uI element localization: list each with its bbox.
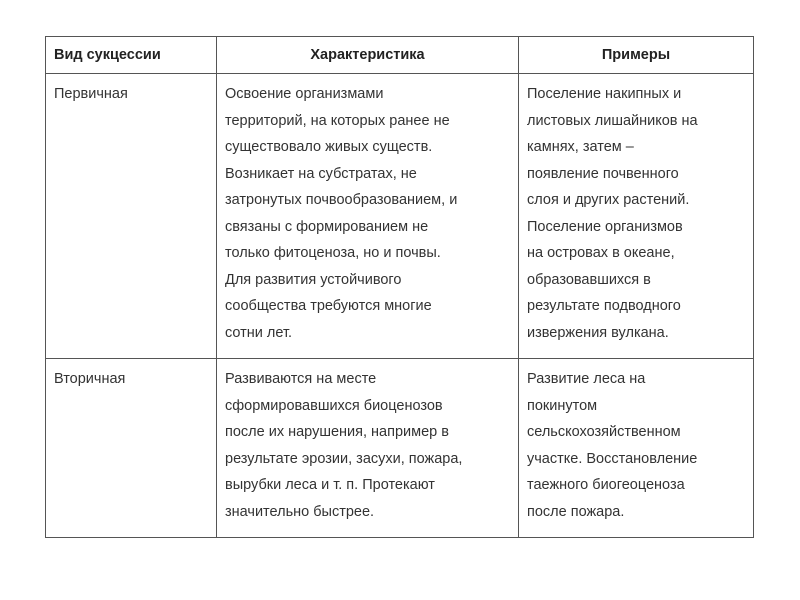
cell-line: после их нарушения, например в (225, 424, 449, 440)
cell-line: на островах в океане, (527, 245, 675, 261)
cell-line: территорий, на которых ранее не (225, 112, 450, 129)
cell-line: Развиваются на месте (225, 371, 377, 387)
cell-type: Вторичная (46, 359, 217, 538)
cell-line: Для развития устойчивого (225, 271, 402, 288)
cell-characteristic (217, 359, 519, 538)
cell-line: после пожара. (527, 503, 625, 520)
cell-line: извержения вулкана. (527, 324, 669, 341)
cell-line: связаны с формированием не (225, 218, 429, 235)
cell-examples (519, 74, 754, 359)
cell-line: появление почвенного (527, 165, 679, 182)
cell-line: вырубки леса и т. п. Протекают (225, 477, 435, 493)
cell-line: Развитие леса на (527, 371, 646, 387)
cell-line: значительно быстрее. (225, 503, 375, 520)
cell-line: таежного биогеоценоза (527, 477, 685, 493)
table-row (46, 74, 754, 359)
cell-examples (519, 359, 754, 538)
cell-line: Поселение накипных и (527, 86, 682, 102)
cell-line: сотни лет. (225, 324, 293, 341)
cell-line: участке. Восстановление (527, 450, 698, 467)
cell-line: результате подводного (527, 298, 681, 314)
cell-line: образовавшихся в (527, 271, 651, 288)
cell-line: только фитоценоза, но и почвы. (225, 245, 441, 261)
cell-line: камнях, затем – (527, 139, 634, 155)
cell-line: сформировавшихся биоценозов (225, 397, 443, 414)
cell-line: сельскохозяйственном (527, 424, 681, 440)
cell-line: Освоение организмами (225, 86, 384, 102)
cell-line: затронутых почвообразованием, и (225, 192, 458, 208)
header-characteristic: Характеристика (217, 37, 519, 74)
cell-line: результате эрозии, засухи, пожара, (225, 450, 463, 467)
header-examples: Примеры (519, 37, 754, 74)
succession-table (45, 36, 754, 538)
header-type: Вид сукцессии (46, 37, 217, 74)
cell-line: сообщества требуются многие (225, 298, 432, 314)
cell-line: существовало живых существ. (225, 139, 433, 155)
cell-line: Возникает на субстратах, не (225, 165, 417, 182)
cell-characteristic (217, 74, 519, 359)
cell-line: листовых лишайников на (527, 112, 698, 129)
header-row (46, 37, 754, 74)
cell-line: покинутом (527, 397, 598, 414)
cell-line: слоя и других растений. (527, 192, 690, 208)
table-row (46, 359, 754, 538)
cell-line: Поселение организмов (527, 218, 683, 235)
cell-type: Первичная (46, 74, 217, 359)
